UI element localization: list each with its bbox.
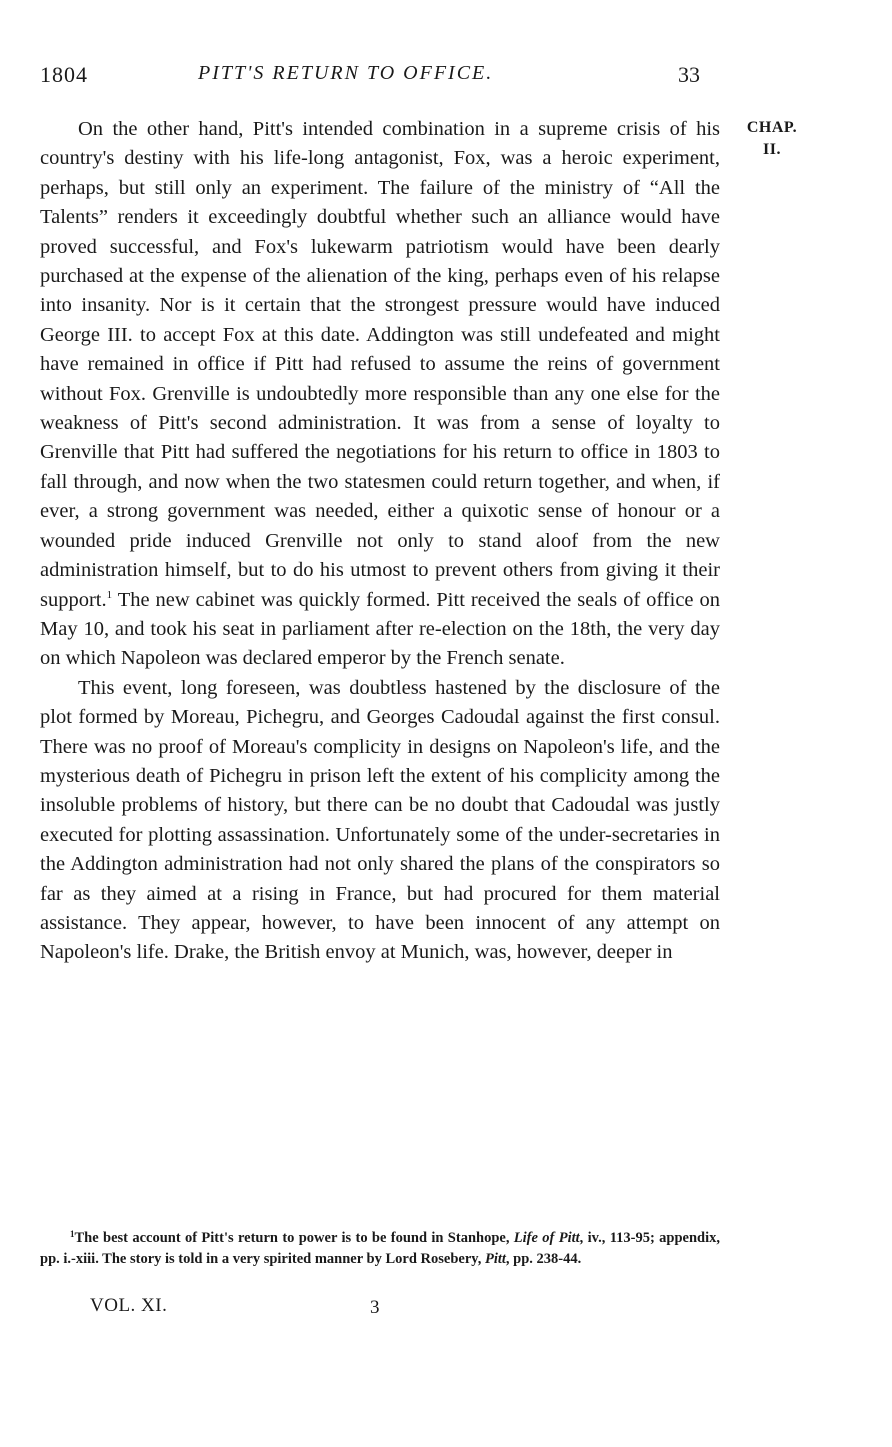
footnote-text-3: , pp. 238-44. — [505, 1251, 582, 1267]
header-title: PITT'S RETURN TO OFFICE. — [198, 62, 494, 84]
footnote-marker: 1 — [70, 1229, 75, 1239]
paragraph-1 — [40, 115, 720, 674]
body-text — [40, 115, 720, 968]
signature-line — [90, 1295, 470, 1325]
header-year: 1804 — [40, 62, 88, 87]
paragraph-2: This event, long foreseen, was doubtless hastened by the disclosure of the plot formed by Moreau, Pichegru, and Georges Cadoudal against the first consul. There was no proof of Moreau's complicity in designs on Napoleon's life, and the mysterious death of Pichegru in prison left the extent of his complicity among the insoluble problems of history, but there can be no doubt that Cadoudal was justly executed for plotting assassination. Unfortunately some of the under-secretaries in the Addington administration had not only shared the plans of the conspirators so far as they aimed at a rising in France, but had procured for them material assistance. They appear, however, to have been innocent of any attempt on Napoleon's life. Drake, the British envoy at Munich, was, however, deeper in — [40, 676, 720, 964]
footnote — [40, 1228, 720, 1270]
chapter-margin-note — [732, 117, 812, 161]
footnote-text-2: , iv., 113-95; appendix, pp. i.-xiii. The story is told in a very spirited manner by Lord Rosebery, — [40, 1230, 720, 1267]
signature-mark: 3 — [370, 1297, 380, 1318]
paragraph-1-text: On the other hand, Pitt's intended combination in a supreme crisis of his country's destiny with his life-long antagonist, Fox, was a heroic experiment, perhaps, but still only an experiment. The failure of the ministry of “All the Talents” renders it exceedingly doubtful whether such an alliance would have proved successful, and Fox's lukewarm patriotism would have been dearly purchased at the expense of the alienation of the king, perhaps even of his relapse into insanity. Nor is it certain that the strongest pressure would have induced George III. to accept Fox at this date. Addington was still undefeated and might have remained in office if Pitt had refused to assume the reins of government without Fox. Grenville is undoubtedly more responsible than any one else for the weakness of Pitt's second administration. It was from a sense of loyalty to Grenville that Pitt had suffered the negotiations for his return to office in 1803 to fall through, and now when the two statesmen could return together, and when, if ever, a strong government was needed, either a quixotic sense of honour or a wounded pride induced Grenville not only to stand aloof from the new administration himself, but to do his utmost to prevent others from giving it their support. — [40, 118, 720, 611]
paragraph-1-text-cont: The new cabinet was quickly formed. Pitt received the seals of office on May 10, and took his seat in parliament after re-election on the 18th, the very day on which Napoleon was declared emperor by the French senate. — [40, 588, 720, 670]
volume-label: VOL. XI. — [90, 1295, 168, 1316]
running-header — [40, 62, 720, 96]
page-number: 33 — [678, 62, 700, 87]
footnote-reference: 1 — [106, 588, 113, 601]
footnote-text-1: The best account of Pitt's return to power is to be found in Stanhope, — [74, 1230, 514, 1246]
footnote-book-title: Life of Pitt — [513, 1230, 580, 1246]
footnote-book-title-2: Pitt — [484, 1251, 506, 1267]
chapter-number: II. — [763, 141, 781, 158]
chapter-label: CHAP. — [746, 119, 798, 136]
